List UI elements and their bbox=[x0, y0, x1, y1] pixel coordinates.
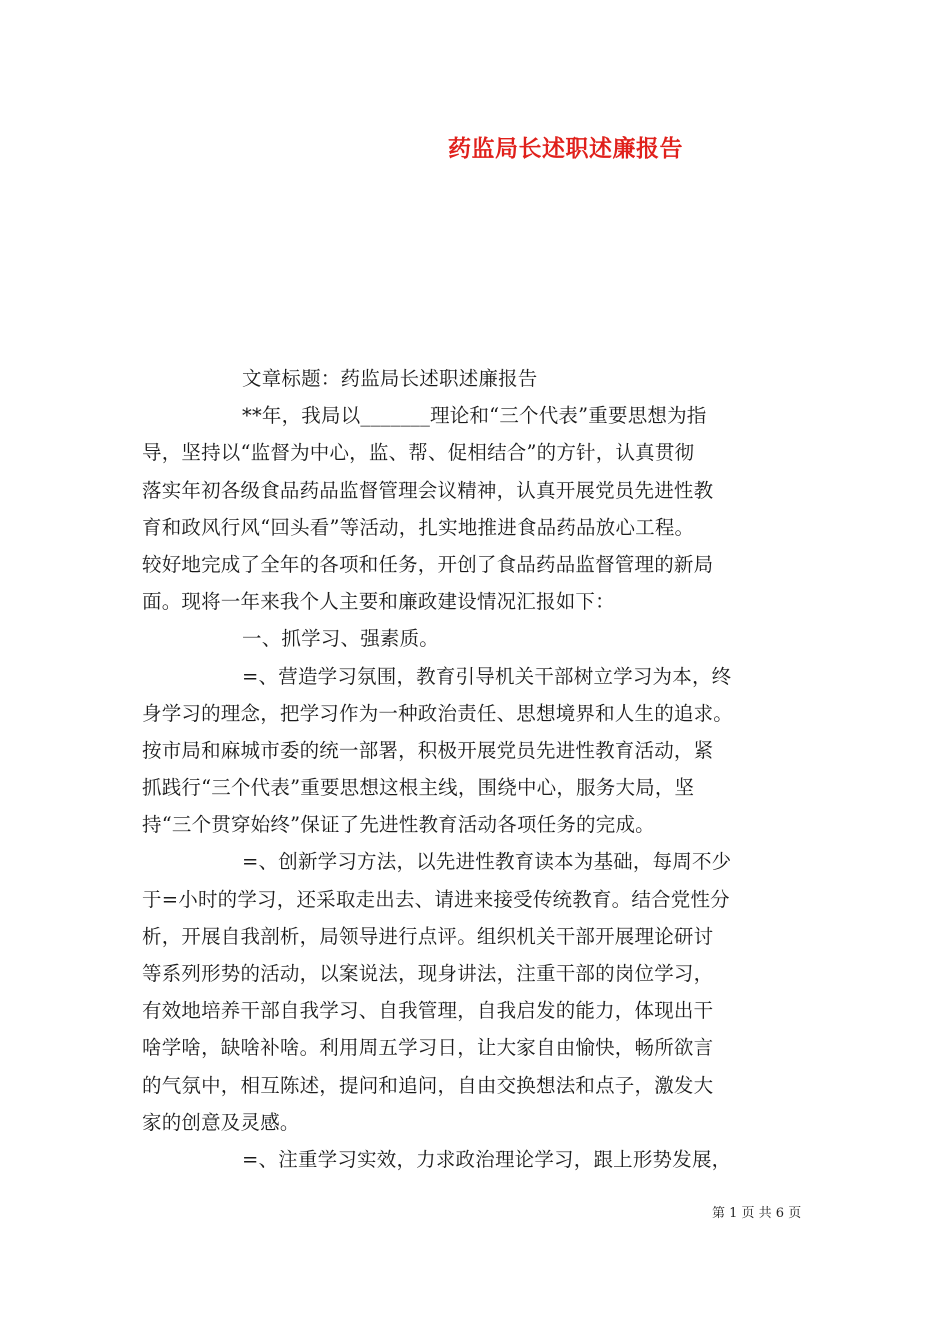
paragraph-line: 育和政风行风“回头看”等活动，扎实地推进食品药品放心工程。 bbox=[142, 515, 695, 539]
paragraph-line: 身学习的理念，把学习作为一种政治责任、思想境界和人生的追求。 bbox=[142, 701, 734, 725]
page-number-footer: 第 1 页 共 6 页 bbox=[712, 1206, 802, 1221]
paragraph-line: 一、抓学习、强素质。 bbox=[242, 627, 440, 651]
paragraph-line: 按市局和麻城市委的统一部署，积极开展党员先进性教育活动，紧 bbox=[142, 738, 714, 762]
paragraph-line: 等系列形势的活动，以案说法，现身讲法，注重干部的岗位学习， bbox=[142, 962, 714, 985]
paragraph-line: 析，开展自我剖析，局领导进行点评。组织机关干部开展理论研讨 bbox=[142, 924, 714, 948]
paragraph-line: 有效地培养干部自我学习、自我管理，自我启发的能力，体现出干 bbox=[142, 999, 714, 1023]
paragraph-line: 的气氛中，相互陈述，提问和追问，自由交换想法和点子，激发大 bbox=[142, 1073, 714, 1097]
paragraph-line: 较好地完成了全年的各项和任务，开创了食品药品监督管理的新局 bbox=[142, 552, 714, 576]
paragraph-line: 面。现将一年来我个人主要和廉政建设情况汇报如下： bbox=[142, 590, 615, 614]
paragraph-line: 落实年初各级食品药品监督管理会议精神，认真开展党员先进性教 bbox=[142, 478, 714, 502]
paragraph-line: 持“三个贯穿始终”保证了先进性教育活动各项任务的完成。 bbox=[142, 813, 655, 837]
paragraph-line: 抓践行“三个代表”重要思想这根主线，围绕中心，服务大局，坚 bbox=[142, 776, 695, 800]
paragraph-line: 导，坚持以“监督为中心，监、帮、促相结合”的方针，认真贯彻 bbox=[142, 441, 695, 465]
paragraph-line: 家的创意及灵感。 bbox=[142, 1110, 300, 1134]
paragraph-line: =、创新学习方法，以先进性教育读本为基础，每周不少 bbox=[242, 850, 732, 874]
paragraph-line: **年，我局以_______理论和“三个代表”重要思想为指 bbox=[242, 404, 707, 428]
paragraph-line: 啥学啥，缺啥补啥。利用周五学习日，让大家自由愉快，畅所欲言 bbox=[142, 1036, 714, 1060]
paragraph-line: =、注重学习实效，力求政治理论学习，跟上形势发展， bbox=[242, 1147, 732, 1171]
paragraph-line: 于=小时的学习，还采取走出去、请进来接受传统教育。结合党性分 bbox=[142, 887, 730, 911]
document-body bbox=[142, 360, 814, 1178]
paragraph-line: 文章标题：药监局长述职述廉报告 bbox=[242, 367, 538, 390]
document-title: 药监局长述职述廉报告 bbox=[448, 135, 683, 162]
paragraph-line: =、营造学习氛围，教育引导机关干部树立学习为本，终 bbox=[242, 664, 732, 688]
